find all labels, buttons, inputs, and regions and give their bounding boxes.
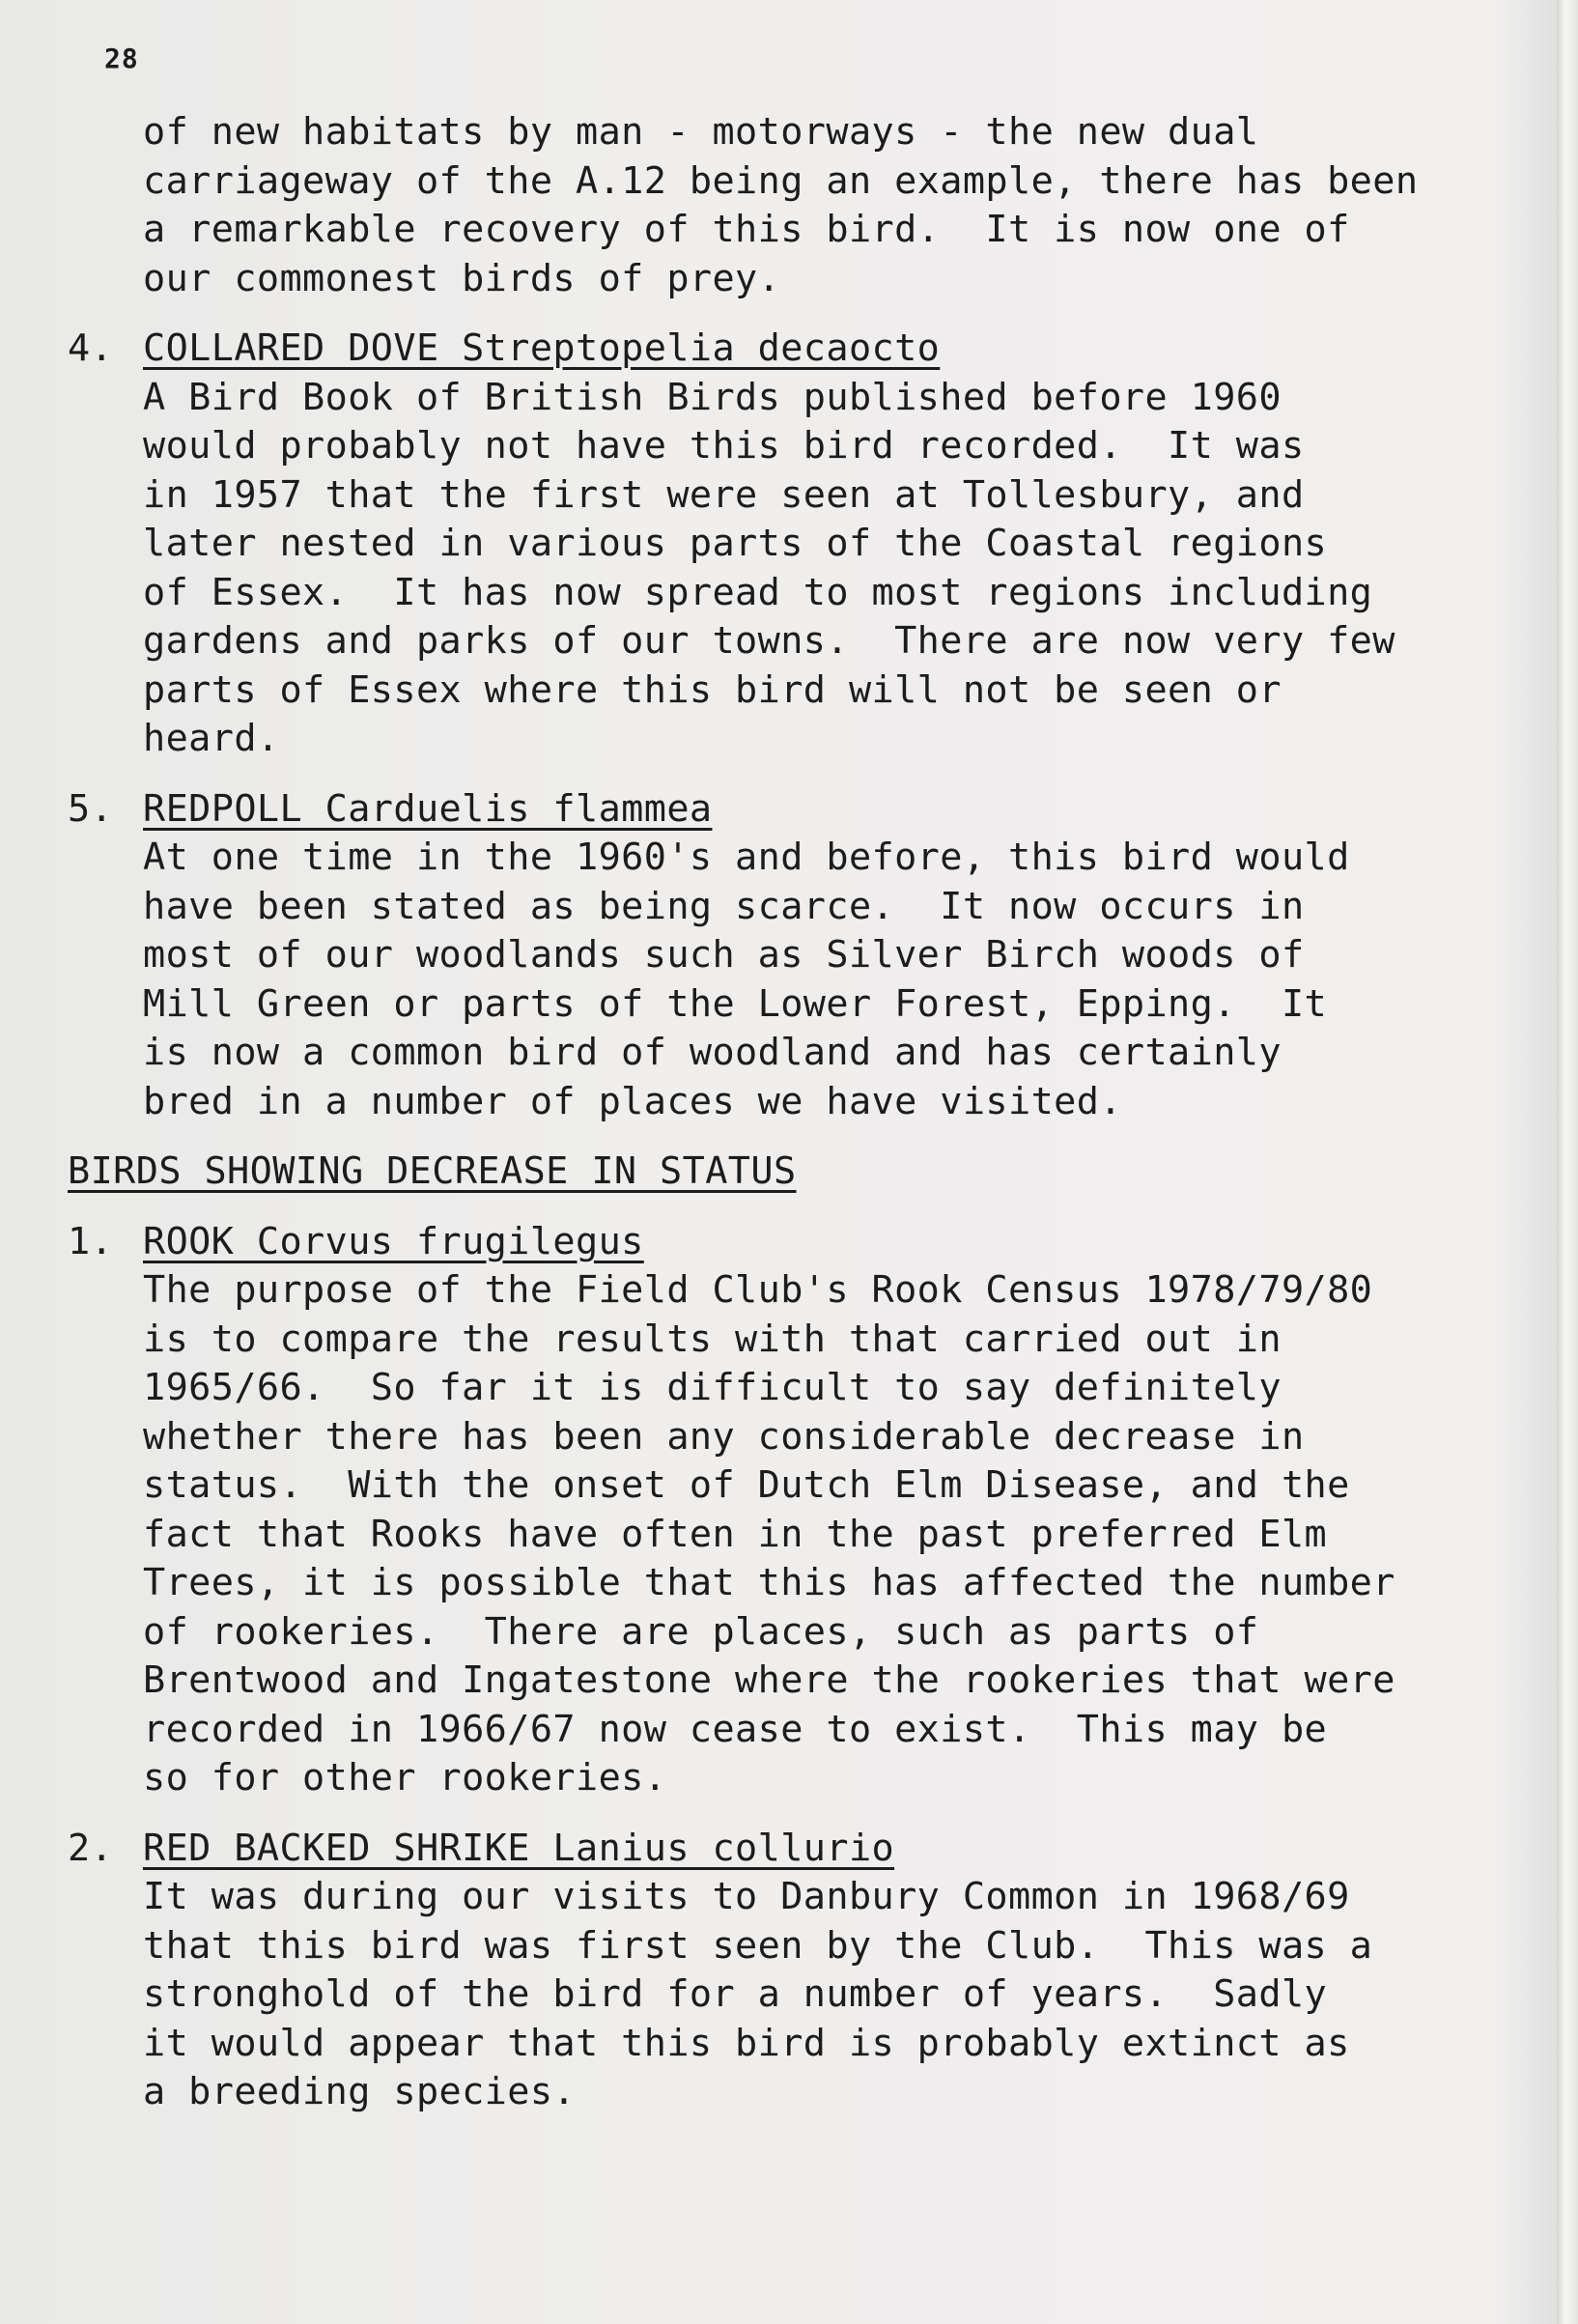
text-line: is now a common bird of woodland and has certainly — [143, 1031, 1282, 1074]
page-edge — [1557, 0, 1578, 2324]
species-entry-rook — [68, 1218, 1516, 1803]
text-line: Trees, it is possible that this has affected the number — [143, 1561, 1395, 1604]
text-line: is to compare the results with that carried out in — [143, 1317, 1282, 1361]
text-line: gardens and parks of our towns. There are now very few — [143, 619, 1395, 663]
text-line: Brentwood and Ingatestone where the rookeries that were — [143, 1658, 1395, 1702]
text-line: a remarkable recovery of this bird. It is now one of — [143, 208, 1350, 251]
text-line: carriageway of the A.12 being an example, there has been — [143, 158, 1419, 203]
text-line: it would appear that this bird is probably extinct as — [143, 2021, 1350, 2065]
text-line: parts of Essex where this bird will not be seen or — [143, 667, 1282, 712]
text-line: of rookeries. There are places, such as parts of — [143, 1609, 1259, 1654]
text-line: of new habitats by man - motorways - the new dual — [143, 110, 1259, 154]
text-line: whether there has been any considerable decrease in — [143, 1414, 1305, 1459]
text-line: in 1957 that the first were seen at Tollesbury, and — [143, 472, 1305, 517]
species-heading — [68, 1218, 1516, 1267]
intro-paragraph — [68, 108, 1516, 303]
species-title: ROOK Corvus frugilegus — [143, 1219, 644, 1263]
text-line: The purpose of the Field Club's Rook Census 1978/79/80 — [143, 1268, 1373, 1312]
species-title: REDPOLL Carduelis flammea — [143, 786, 713, 831]
species-entry-collared-dove — [68, 325, 1516, 764]
entry-number: 1. — [68, 1219, 114, 1263]
page-number: 28 — [104, 43, 139, 74]
text-line: have been stated as being scarce. It now occurs in — [143, 884, 1305, 928]
text-line: a breeding species. — [143, 2070, 577, 2113]
text-line: It was during our visits to Danbury Common in 1968/69 — [143, 1875, 1350, 1918]
text-line: A Bird Book of British Birds published before 1960 — [143, 375, 1282, 419]
text-line: our commonest birds of prey. — [143, 256, 781, 300]
section-title: BIRDS SHOWING DECREASE IN STATUS — [68, 1149, 797, 1193]
text-line: heard. — [143, 717, 280, 760]
text-line: so for other rookeries. — [143, 1756, 667, 1800]
text-line: recorded in 1966/67 now cease to exist. This may be — [143, 1707, 1328, 1751]
text-line: Mill Green or parts of the Lower Forest, Epping. It — [143, 981, 1328, 1026]
species-heading — [68, 785, 1516, 835]
species-entry-red-backed-shrike — [68, 1825, 1516, 2117]
species-entry-redpoll — [68, 785, 1516, 1127]
text-line: would probably not have this bird recorded. It was — [143, 424, 1305, 468]
text-line: that this bird was first seen by the Club. This was a — [143, 1923, 1373, 1968]
species-heading — [68, 1825, 1516, 1874]
text-line: of Essex. It has now spread to most regions including — [143, 570, 1373, 614]
text-line: At one time in the 1960's and before, this bird would — [143, 836, 1350, 879]
text-line: bred in a number of places we have visited. — [143, 1079, 1122, 1123]
text-line: fact that Rooks have often in the past preferred Elm — [143, 1512, 1328, 1556]
species-title: RED BACKED SHRIKE Lanius collurio — [143, 1826, 895, 1870]
entry-number: 5. — [68, 786, 114, 831]
entry-number: 2. — [68, 1826, 114, 1870]
entry-number: 4. — [68, 326, 114, 370]
page-body — [68, 108, 1516, 2117]
text-line: 1965/66. So far it is difficult to say definitely — [143, 1366, 1282, 1409]
text-line: later nested in various parts of the Coastal regions — [143, 522, 1328, 565]
species-title: COLLARED DOVE Streptopelia decaocto — [143, 326, 941, 370]
species-heading — [68, 325, 1516, 374]
text-line: most of our woodlands such as Silver Birch woods of — [143, 933, 1305, 977]
section-heading — [68, 1148, 1516, 1197]
text-line: stronghold of the bird for a number of years. Sadly — [143, 1972, 1328, 2016]
text-line: status. With the onset of Dutch Elm Disease, and the — [143, 1463, 1350, 1507]
